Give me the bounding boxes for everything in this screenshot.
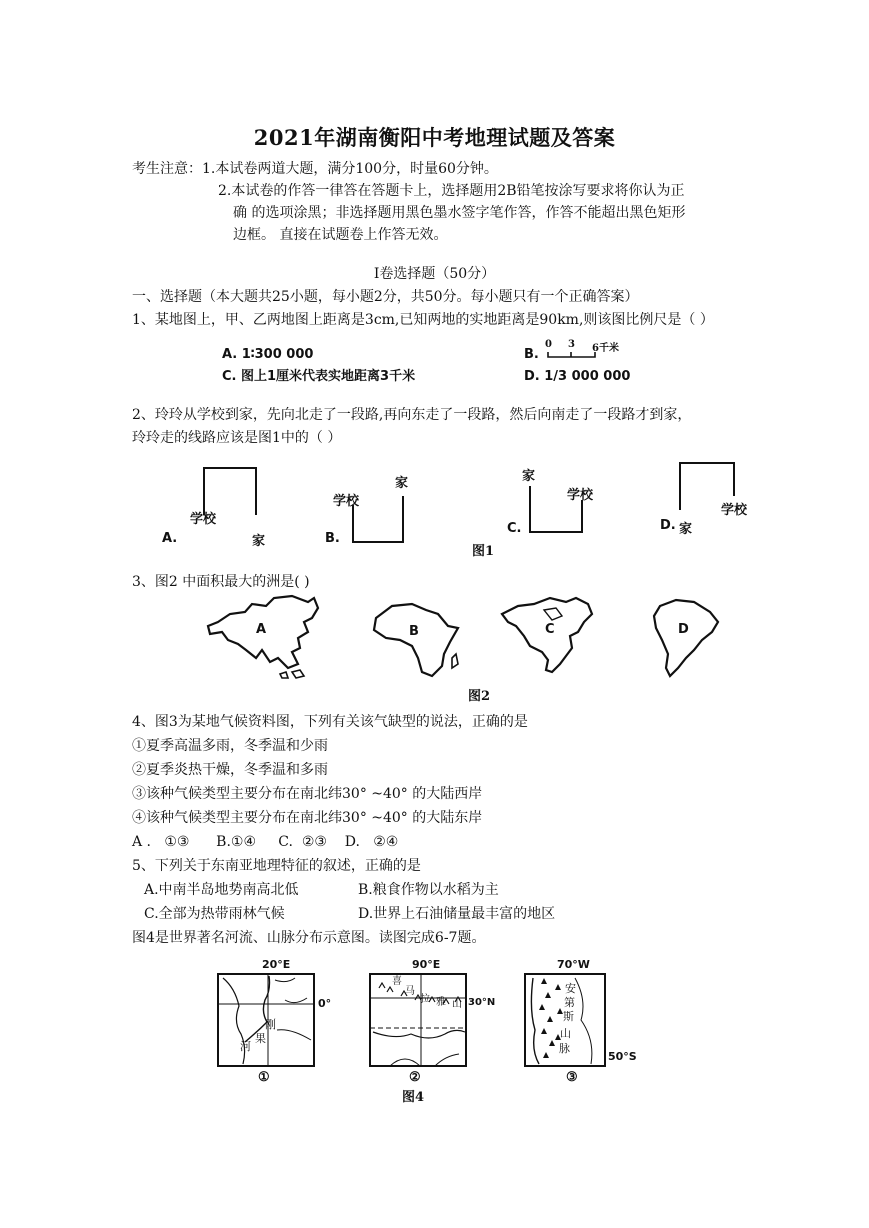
fig1-d-school: 学校 [721, 503, 748, 518]
q2-stem-line-2: 玲玲走的线路应该是图1中的（ ） [132, 430, 342, 446]
fig2-label-b: B [409, 624, 419, 639]
q4-statement-1: ①夏季高温多雨，冬季温和少雨 [132, 738, 328, 754]
q4-statement-3: ③该种气候类型主要分布在南北纬30° ~40° 的大陆西岸 [132, 786, 483, 802]
fig4-intro: 图4是世界著名河流、山脉分布示意图。读图完成6-7题。 [132, 930, 486, 946]
q5-option-d: D.世界上石油储量最丰富的地区 [358, 906, 556, 922]
q3-stem: 3、图2 中面积最大的洲是( ) [132, 574, 310, 590]
q4-options: A . ①③ B.①④ C. ②③ D. ②④ [132, 834, 399, 850]
page-title: 2021年湖南衡阳中考地理试题及答案 [253, 125, 616, 150]
q1-option-b: B. [524, 347, 539, 362]
fig1-b-home: 家 [395, 476, 409, 491]
fig1-c-school: 学校 [567, 488, 594, 503]
fig1-b-school: 学校 [333, 494, 360, 509]
section-heading: Ⅰ卷选择题（50分） [373, 266, 496, 282]
notice-line-2b: 确 的选项涂黑；非选择题用黑色墨水签字笔作答，作答不能超出黑色矩形 [233, 205, 686, 221]
map1-latitude: 0° [318, 997, 332, 1010]
figure-2-label: 图2 [468, 689, 491, 704]
map1-river-char-1: 刚 [265, 1018, 276, 1031]
fig1-option-d: D. [660, 518, 676, 533]
q1-option-c: C. 图上1厘米代表实地距离3千米 [222, 369, 416, 384]
map2-range-char-4: 雅 [436, 997, 446, 1008]
map1-number: ① [258, 1070, 270, 1085]
map1-river-char-2: 果 [255, 1032, 266, 1045]
q1-stem: 1、某地图上，甲、乙两地图上距离是3cm,已知两地的实地距离是90km,则该图比例尺是（ ） [132, 312, 714, 328]
q1-option-d: D. 1/3 000 000 [524, 369, 631, 384]
map2-range-char-1: 喜 [392, 976, 402, 987]
figure-1-label: 图1 [472, 544, 495, 559]
q1-option-a: A. 1∶300 000 [222, 347, 314, 362]
map2-number: ② [409, 1070, 421, 1085]
fig1-d-home: 家 [679, 522, 693, 537]
notice-line-2a: 2.本试卷的作答一律答在答题卡上，选择题用2B铅笔按涂写要求将你认为正 [218, 183, 685, 199]
q5-stem: 5、下列关于东南亚地理特征的叙述，正确的是 [132, 858, 421, 874]
fig1-a-home: 家 [252, 534, 266, 549]
continent-south-america-outline [654, 600, 718, 676]
map3-longitude: 70°W [557, 958, 590, 971]
fig1-option-a: A. [162, 531, 178, 546]
q4-statement-4: ④该种气候类型主要分布在南北纬30° ~40° 的大陆东岸 [132, 810, 483, 826]
figure-2-continents [200, 592, 740, 682]
scale-tick-6: 6千米 [592, 343, 619, 354]
figure-4-label: 图4 [402, 1090, 425, 1105]
map3-range-char-4: 山 [560, 1027, 571, 1040]
q2-stem-line-1: 2、玲玲从学校到家，先向北走了一段路,再向东走了一段路，然后向南走了一段路才到家， [132, 407, 692, 423]
map2-latitude: 30°N [468, 997, 496, 1008]
map2-longitude: 90°E [412, 958, 441, 971]
map3-range-char-5: 脉 [559, 1042, 570, 1055]
continent-africa-outline [374, 604, 458, 676]
q4-statement-2: ②夏季炎热干燥，冬季温和多雨 [132, 762, 328, 778]
fig1-option-b: B. [325, 531, 340, 546]
map1-longitude: 20°E [262, 958, 291, 971]
map3-range-char-3: 斯 [563, 1010, 574, 1023]
notice-label: 考生注意： [132, 161, 202, 177]
fig1-option-c: C. [507, 521, 522, 536]
q5-option-b: B.粮食作物以水稻为主 [358, 882, 499, 898]
fig2-label-d: D [678, 622, 689, 637]
route-b [353, 496, 403, 542]
section-intro: 一、选择题（本大题共25小题，每小题2分，共50分。每小题只有一个正确答案） [132, 289, 639, 305]
fig1-a-school: 学校 [190, 512, 217, 527]
q5-option-a: A.中南半岛地势南高北低 [144, 882, 299, 898]
fig2-label-a: A [256, 622, 267, 637]
fig2-label-c: C [545, 622, 555, 637]
q5-option-c: C.全部为热带雨林气候 [144, 906, 285, 922]
notice-line-1: 1.本试卷两道大题，满分100分，时量60分钟。 [202, 161, 498, 177]
notice-line-2c: 边框。 直接在试题卷上作答无效。 [233, 227, 448, 243]
map3-latitude: 50°S [608, 1050, 637, 1063]
map2-range-char-2: 马 [405, 986, 415, 997]
map2-range-char-5: 山 [452, 999, 462, 1010]
figure-1-routes [150, 460, 750, 560]
map3-number: ③ [566, 1070, 578, 1085]
line-scale-bar [545, 350, 605, 360]
map2-range-char-3: 拉 [420, 994, 430, 1005]
fig1-c-home: 家 [522, 469, 536, 484]
scale-tick-0: 0 [545, 339, 552, 350]
map1-river-char-3: 河 [240, 1040, 251, 1053]
map3-range-char-1: 安 [565, 982, 576, 995]
scale-tick-3: 3 [568, 339, 575, 350]
map3-range-char-2: 第 [564, 996, 575, 1009]
q4-stem: 4、图3为某地气候资料图，下列有关该气缺型的说法，正确的是 [132, 714, 528, 730]
